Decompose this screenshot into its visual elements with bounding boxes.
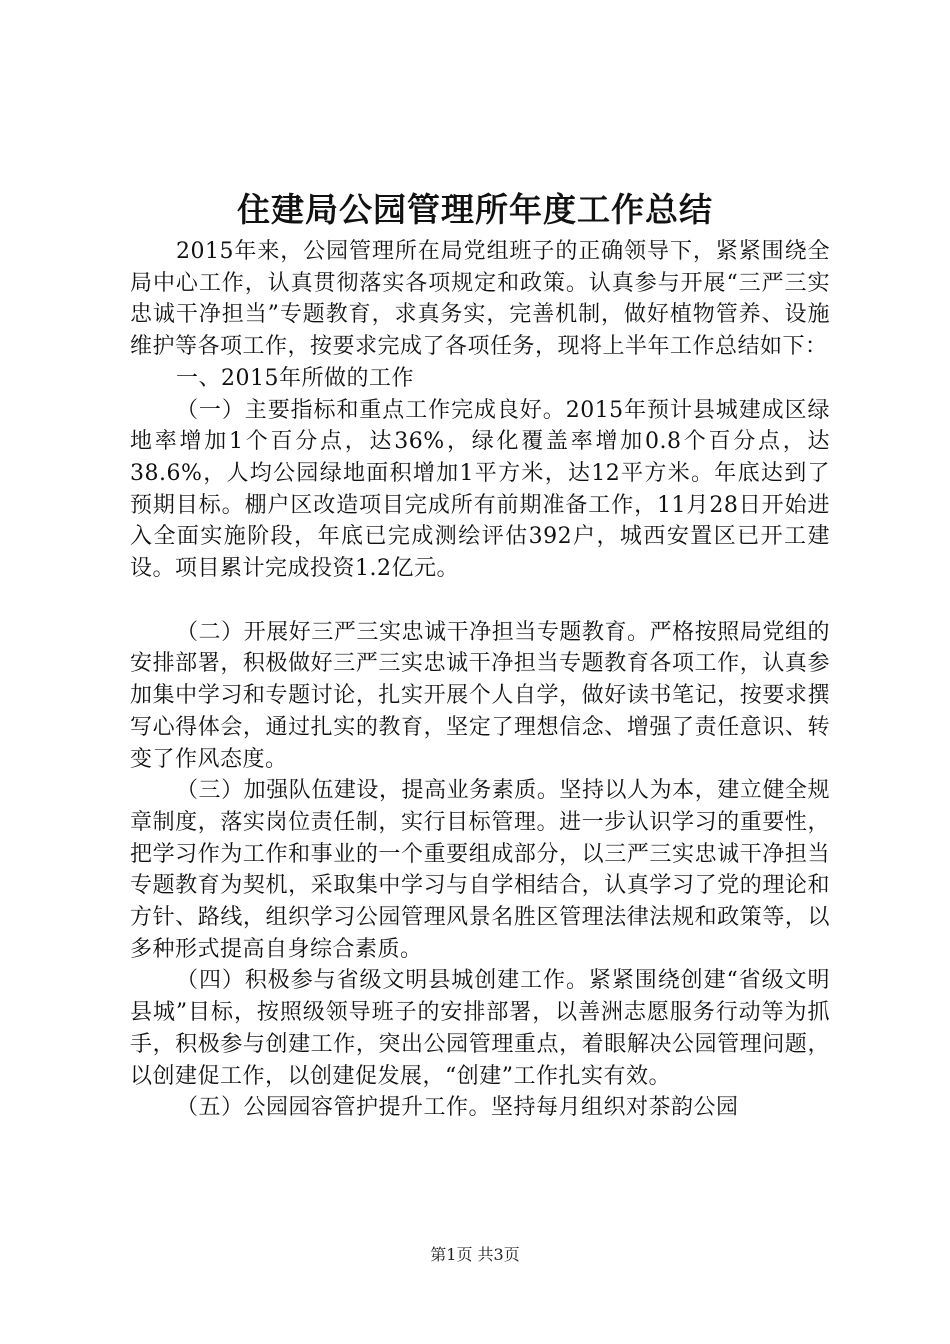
document-title: 住建局公园管理所年度工作总结	[237, 190, 713, 229]
item-3-paragraph: （三）加强队伍建设，提高业务素质。坚持以人为本，建立健全规章制度，落实岗位责任制，实行目标管理。进一步认识学习的重要性，把学习作为工作和事业的一个重要组成部分，以三严三实忠诚干净担当专题教育为契机，采取集中学习与自学相结合，认真学习了党的理论和方针、路线，组织学习公园管理风景名胜区管理法律法规和政策等，以多种形式提高自身综合素质。	[130, 778, 830, 962]
document-body	[130, 236, 830, 1124]
item-2-paragraph: （二）开展好三严三实忠诚干净担当专题教育。严格按照局党组的安排部署，积极做好三严三实忠诚干净担当专题教育各项工作，认真参加集中学习和专题讨论，扎实开展个人自学，做好读书笔记，按要求撰写心得体会，通过扎实的教育，坚定了理想信念、增强了责任意识、转变了作风态度。	[130, 619, 830, 772]
item-1-paragraph: （一）主要指标和重点工作完成良好。2015年预计县城建成区绿地率增加1个百分点，达36%，绿化覆盖率增加0.8个百分点，达38.6%，人均公园绿地面积增加1平方米，达12平方米。年底达到了预期目标。棚户区改造项目完成所有前期准备工作，11月28日开始进入全面实施阶段，年底已完成测绘评估392户，城西安置区已开工建设。项目累计完成投资1.2亿元。	[130, 397, 830, 582]
item-5-paragraph: （五）公园园容管护提升工作。坚持每月组织对茶韵公园	[176, 1095, 739, 1121]
page-number-footer: 第1页 共3页	[430, 1245, 520, 1264]
item-4-paragraph: （四）积极参与省级文明县城创建工作。紧紧围绕创建“省级文明县城”目标，按照级领导班子的安排部署，以善洲志愿服务行动等为抓手，积极参与创建工作，突出公园管理重点，着眼解决公园管理问题，以创建促工作，以创建促发展，“创建”工作扎实有效。	[130, 968, 830, 1089]
section-heading: 一、2015年所做的工作	[176, 365, 414, 391]
intro-paragraph: 2015年来，公园管理所在局党组班子的正确领导下，紧紧围绕全局中心工作，认真贯彻落实各项规定和政策。认真参与开展“三严三实忠诚干净担当”专题教育，求真务实，完善机制，做好植物管养、设施维护等各项工作，按要求完成了各项任务，现将上半年工作总结如下：	[130, 239, 830, 360]
